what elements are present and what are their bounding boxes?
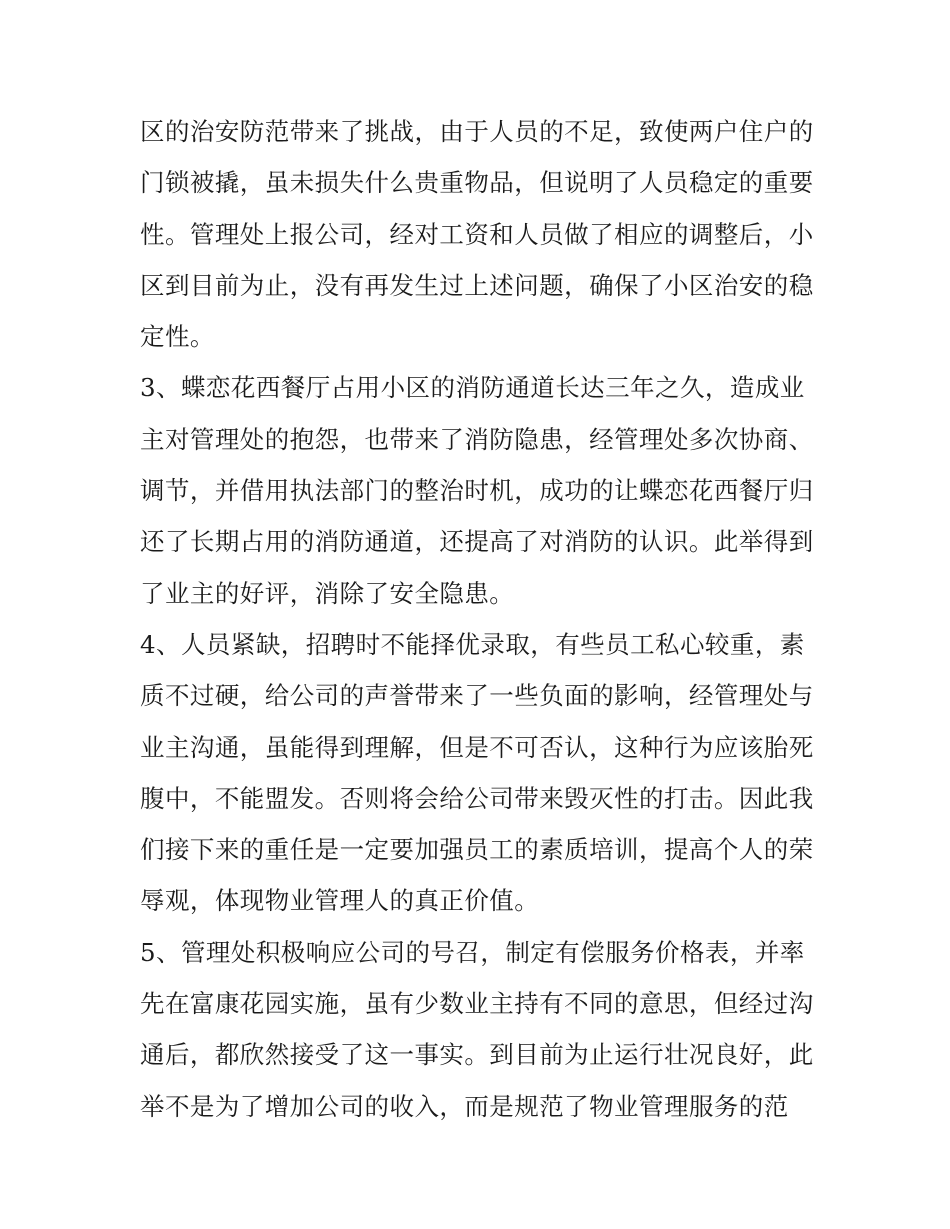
- text-line: 区的治安防范带来了挑战，由于人员的不足，致使两户住户的: [140, 117, 814, 146]
- text-line: 先在富康花园实施，虽有少数业主持有不同的意思，但经过沟: [140, 989, 814, 1019]
- text-line: 通后，都欣然接受了这一事实。到目前为止运行壮况良好，此: [140, 1040, 814, 1070]
- text-line: 辱观，体现物业管理人的真正价值。: [140, 886, 540, 916]
- text-line: 性。管理处上报公司，经对工资和人员做了相应的调整后，小: [140, 219, 814, 249]
- text-line: 还了长期占用的消防通道，还提高了对消防的认识。此举得到: [140, 527, 814, 557]
- text-line: 5、管理处积极响应公司的号召，制定有偿服务价格表，并率: [140, 937, 805, 967]
- document-body: [140, 106, 815, 1132]
- text-line: 3、蝶恋花西餐厅占用小区的消防通道长达三年之久，造成业: [140, 373, 805, 403]
- text-line: 4、人员紧缺，招聘时不能择优录取，有些员工私心较重，素: [140, 629, 805, 659]
- text-line: 业主沟通，虽能得到理解，但是不可否认，这种行为应该胎死: [140, 732, 814, 762]
- text-line: 定性。: [140, 322, 215, 352]
- text-line: 调节，并借用执法部门的整治时机，成功的让蝶恋花西餐厅归: [140, 476, 814, 506]
- text-line: 们接下来的重任是一定要加强员工的素质培训，提高个人的荣: [140, 835, 814, 865]
- text-line: 区到目前为止，没有再发生过上述问题，确保了小区治安的稳: [140, 270, 814, 300]
- text-line: 主对管理处的抱怨，也带来了消防隐患，经管理处多次协商、: [140, 424, 814, 454]
- text-line: 了业主的好评，消除了安全隐患。: [140, 578, 515, 608]
- text-line: 举不是为了增加公司的收入，而是规范了物业管理服务的范: [140, 1091, 789, 1121]
- text-line: 门锁被撬，虽未损失什么贵重物品，但说明了人员稳定的重要: [140, 168, 814, 198]
- text-line: 腹中，不能盟发。否则将会给公司带来毁灭性的打击。因此我: [140, 783, 814, 813]
- text-line: 质不过硬，给公司的声誉带来了一些负面的影响，经管理处与: [140, 681, 814, 711]
